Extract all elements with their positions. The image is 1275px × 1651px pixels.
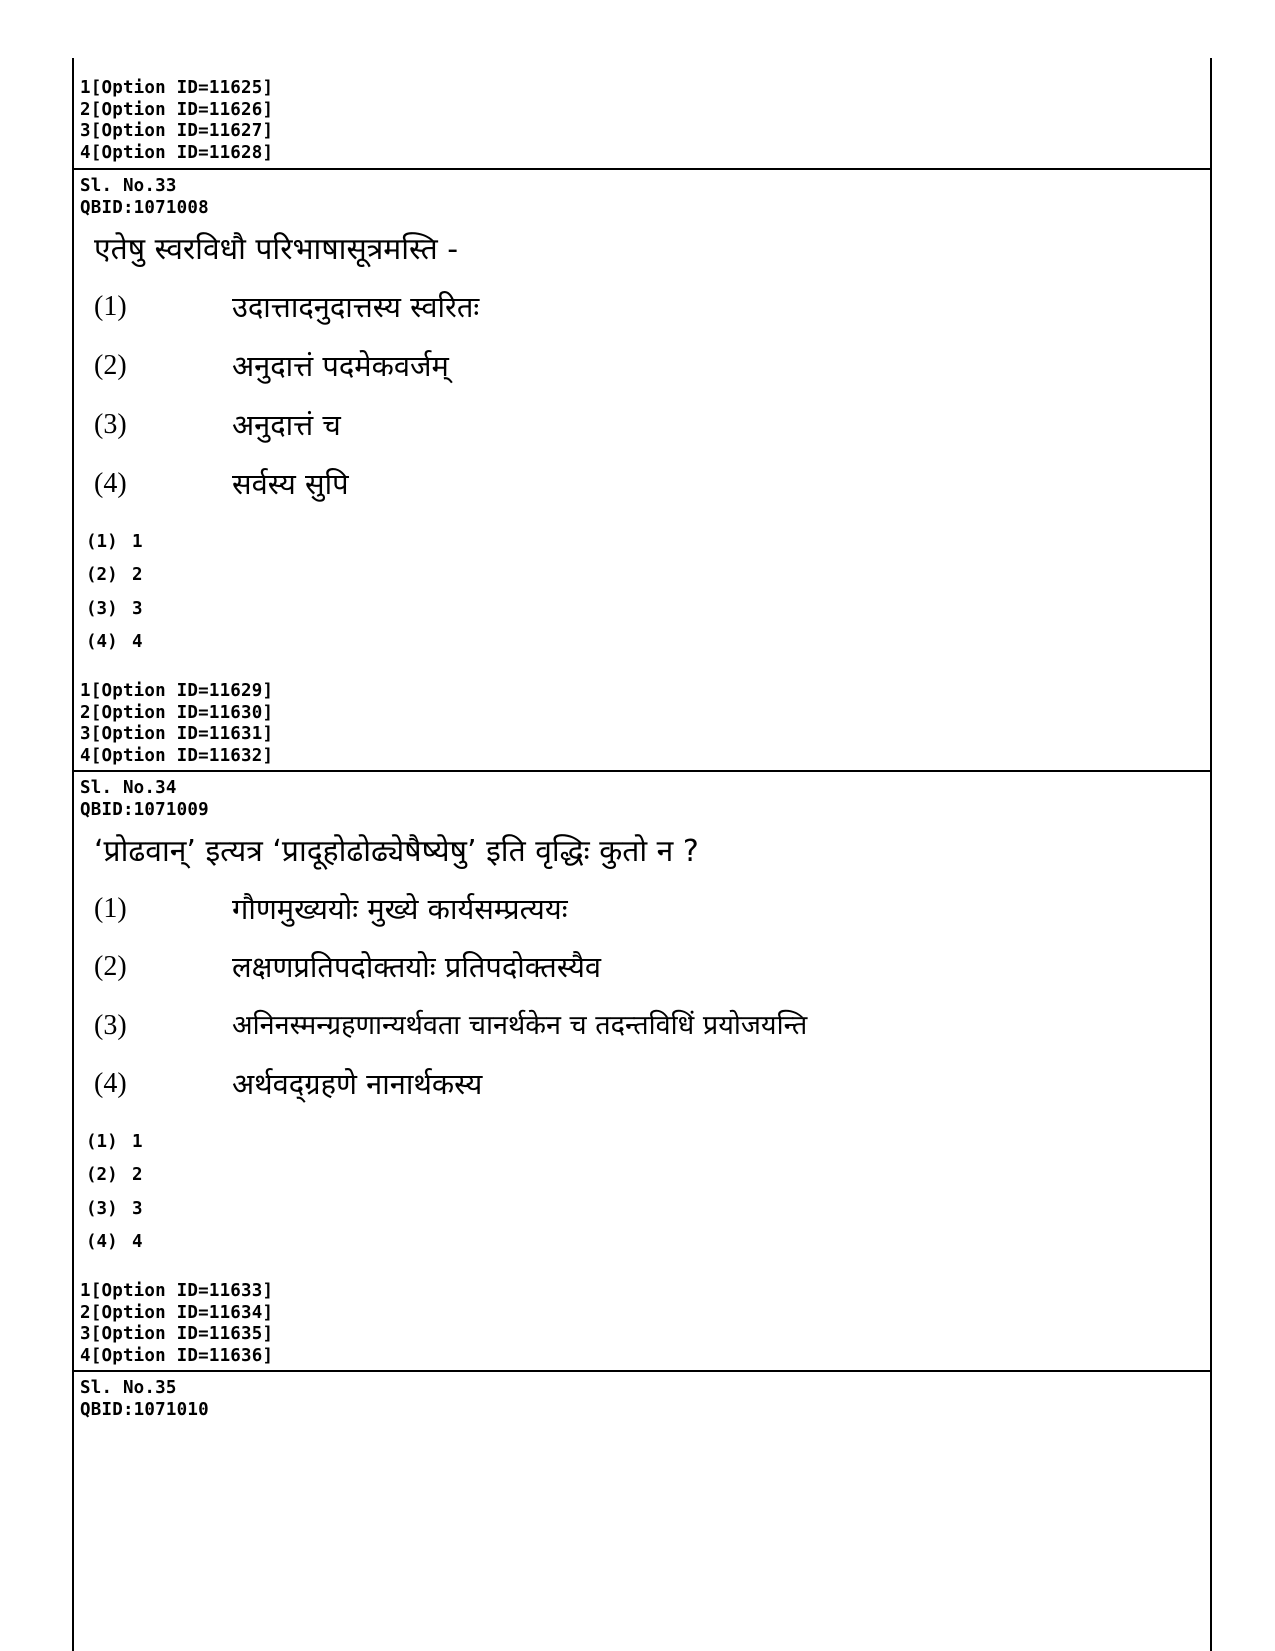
- answer-number: (2): [86, 1165, 118, 1185]
- option-id: 3[Option ID=11631]: [80, 724, 274, 744]
- answer-number: (2): [86, 565, 118, 585]
- qbid: QBID:1071010: [80, 1399, 209, 1420]
- answer-choice: [86, 1164, 143, 1186]
- option-number: (2): [94, 951, 127, 982]
- option-text: अनुदात्तं पदमेकवर्जम्: [232, 349, 449, 383]
- qbid: QBID:1071009: [80, 799, 209, 820]
- option-id: 1[Option ID=11629]: [80, 681, 274, 701]
- answer-value: 2: [132, 565, 143, 585]
- question-header-34: [80, 778, 209, 821]
- option-text: लक्षणप्रतिपदोक्तयोः प्रतिपदोक्तस्यैव: [232, 950, 602, 984]
- serial-number: Sl. No.33: [80, 176, 177, 196]
- option-id: 3[Option ID=11635]: [80, 1324, 274, 1344]
- top-option-id-list: [80, 78, 273, 164]
- answer-choice: [86, 531, 143, 553]
- answer-number: (3): [86, 1199, 118, 1219]
- option-id: 1[Option ID=11625]: [80, 78, 274, 98]
- option-number: (1): [94, 291, 127, 322]
- option-id: 3[Option ID=11627]: [80, 121, 274, 141]
- option-id-list: [80, 1281, 273, 1367]
- answer-number: (1): [86, 1132, 118, 1152]
- option-text: अर्थवद्ग्रहणे नानार्थकस्य: [232, 1067, 483, 1101]
- answer-choice: [86, 564, 143, 586]
- option-number: (4): [94, 1068, 127, 1099]
- option-text: अनिनस्मन्ग्रहणान्यर्थवता चानर्थकेन च तदन्तविधिं प्रयोजयन्ति: [232, 1010, 808, 1041]
- option-id: 2[Option ID=11626]: [80, 99, 274, 120]
- answer-choice: [86, 1131, 143, 1153]
- answer-value: 3: [132, 1199, 143, 1219]
- answer-choice: [86, 1231, 143, 1253]
- question-text: एतेषु स्वरविधौ परिभाषासूत्रमस्ति -: [94, 232, 459, 267]
- option-number: (3): [94, 1010, 127, 1041]
- option-number: (2): [94, 350, 127, 381]
- option-text: अनुदात्तं च: [232, 408, 341, 442]
- option-id: 2[Option ID=11630]: [80, 702, 274, 723]
- answer-number: (3): [86, 599, 118, 619]
- option-number: (1): [94, 893, 127, 924]
- section-divider: [74, 1370, 1210, 1372]
- answer-value: 2: [132, 1165, 143, 1185]
- option-text: गौणमुख्ययोः मुख्ये कार्यसम्प्रत्ययः: [232, 892, 568, 926]
- answer-choice: [86, 631, 143, 653]
- question-paper-frame: [72, 58, 1212, 1651]
- question-header-33: [80, 176, 209, 219]
- answer-value: 4: [132, 632, 143, 652]
- question-header-35: [80, 1378, 209, 1421]
- answer-number: (4): [86, 1232, 118, 1252]
- answer-number: (1): [86, 532, 118, 552]
- answer-value: 1: [132, 1132, 143, 1152]
- option-id: 4[Option ID=11636]: [80, 1345, 274, 1366]
- option-id: 4[Option ID=11632]: [80, 745, 274, 766]
- option-number: (4): [94, 468, 127, 499]
- option-text: उदात्तादनुदात्तस्य स्वरितः: [232, 290, 480, 324]
- answer-number: (4): [86, 632, 118, 652]
- option-id: 1[Option ID=11633]: [80, 1281, 274, 1301]
- answer-choice: [86, 598, 143, 620]
- option-text: सर्वस्य सुपि: [232, 467, 349, 501]
- answer-value: 4: [132, 1232, 143, 1252]
- question-text: ‘प्रोढवान्’ इत्यत्र ‘प्रादूहोढोढ्येषैष्येषु’ इति वृद्धिः कुतो न ?: [94, 834, 699, 869]
- serial-number: Sl. No.35: [80, 1378, 177, 1398]
- option-number: (3): [94, 409, 127, 440]
- option-id: 2[Option ID=11634]: [80, 1302, 274, 1323]
- section-divider: [74, 770, 1210, 772]
- option-id-list: [80, 681, 273, 767]
- answer-value: 1: [132, 532, 143, 552]
- serial-number: Sl. No.34: [80, 778, 177, 798]
- qbid: QBID:1071008: [80, 197, 209, 218]
- answer-value: 3: [132, 599, 143, 619]
- section-divider: [74, 168, 1210, 170]
- option-id: 4[Option ID=11628]: [80, 142, 274, 163]
- answer-choice: [86, 1198, 143, 1220]
